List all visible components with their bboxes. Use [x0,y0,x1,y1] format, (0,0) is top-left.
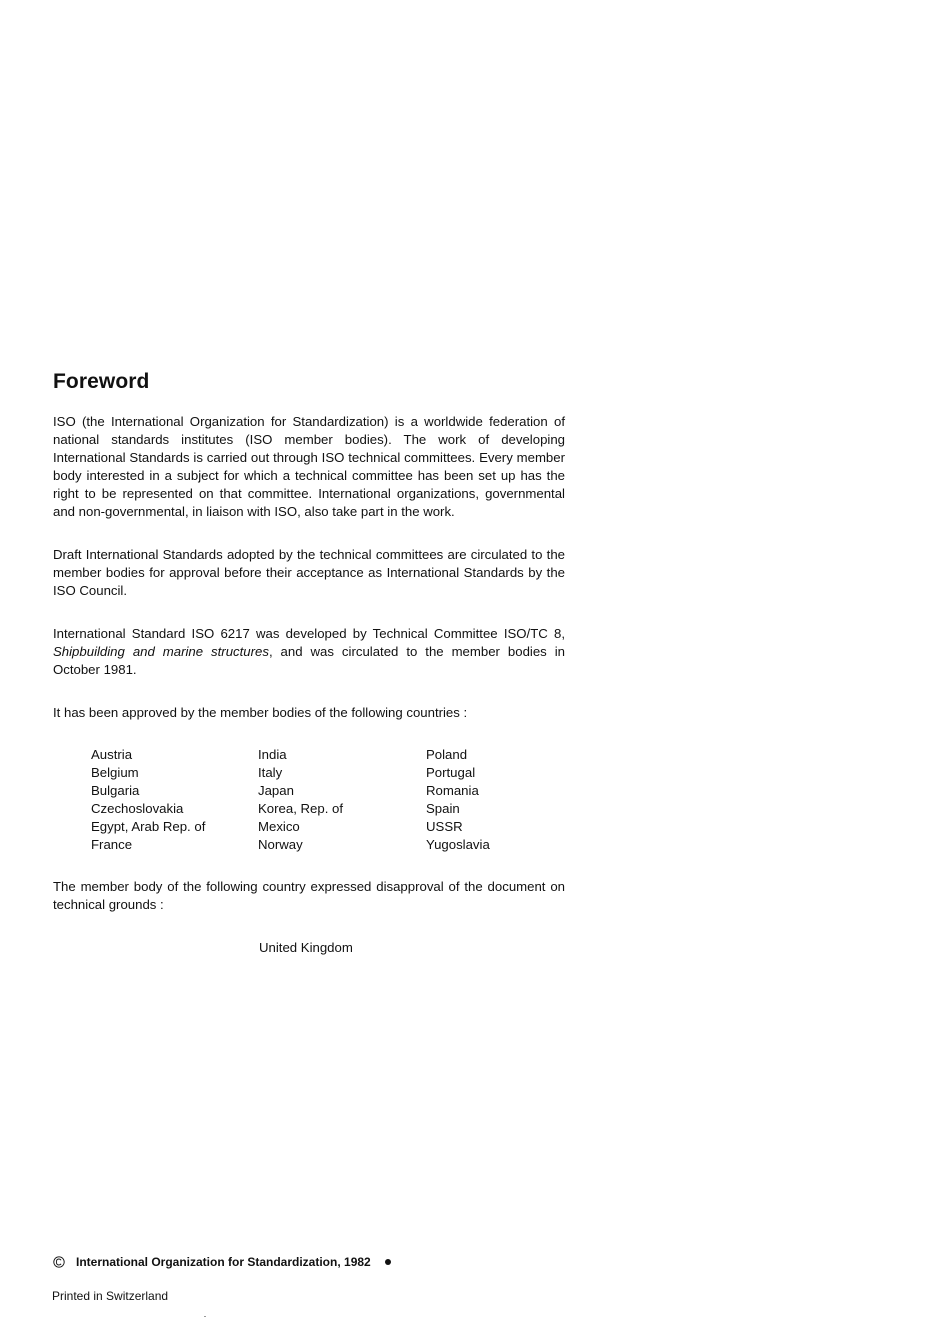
country-name: Norway [258,837,303,852]
country-column [91,746,251,854]
copyright-circle-icon [53,1256,65,1268]
foreword-paragraph-draft-standards: Draft International Standards adopted by the technical committees are circulated to the member bodies for approval before their acceptance as International Standards by the ISO Council. [53,547,565,598]
country-name: Korea, Rep. of [258,801,344,816]
foreword-heading: Foreword [53,370,150,393]
approving-countries-list [91,746,571,854]
foreword-paragraph-standard-development [53,625,565,679]
country-name: Belgium [91,765,139,780]
copyright-text: International Organization for Standardization, 1982 [76,1255,371,1269]
country-name: France [91,837,133,852]
foreword-paragraph-iso-federation: ISO (the International Organization for Standardization) is a worldwide federation of national standards institutes (ISO member bodies). The work of developing International Standards is carried out through ISO technical committees. Every member body interested in a subject for which a technical committee has been set up has the right to be represented on that committee. International organizations, governmental and non-governmental, in liaison with ISO, also take part in the work. [53,414,565,519]
printed-location: Printed in Switzerland [52,1289,169,1303]
country-name: Spain [426,801,460,816]
country-name: Japan [258,783,294,798]
country-name: USSR [426,819,463,834]
country-name: Poland [426,747,468,762]
country-name: Mexico [258,819,300,834]
country-name: Egypt, Arab Rep. of [91,819,206,834]
country-name: Italy [258,765,283,780]
country-name: Czechoslovakia [91,801,184,816]
disapproving-country: United Kingdom [259,940,353,955]
technical-committee-title: Shipbuilding and marine structures [53,644,269,659]
copyright-line [53,1254,391,1270]
country-name: Romania [426,783,479,798]
country-name: Portugal [426,765,476,780]
country-name: India [258,747,287,762]
country-name: Bulgaria [91,783,140,798]
country-column [258,746,418,854]
standard-development-text: International Standard ISO 6217 was developed by Technical Committee ISO/TC 8, [53,626,565,641]
approval-intro: It has been approved by the member bodies of the following countries : [53,705,468,720]
print-speck [204,1316,206,1317]
country-column [426,746,586,854]
country-name: Austria [91,747,133,762]
disapproval-intro: The member body of the following country expressed disapproval of the document on technical grounds : [53,879,565,912]
filled-circle-bullet-icon [385,1259,391,1265]
circulation-text: , and was circulated to the member bodies in October 1981. [53,644,565,677]
country-name: Yugoslavia [426,837,490,852]
